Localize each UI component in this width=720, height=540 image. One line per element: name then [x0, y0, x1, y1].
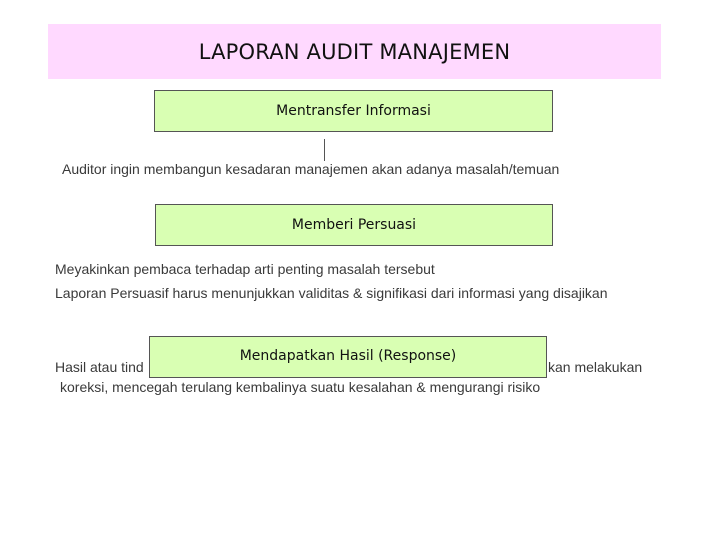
step-box-mentransfer-informasi: [154, 90, 553, 132]
step-label: Mentransfer Informasi: [276, 103, 431, 119]
step-label: Memberi Persuasi: [291, 217, 417, 233]
step-box-memberi-persuasi: [155, 204, 553, 246]
title-banner: [48, 24, 661, 79]
step-description: koreksi, mencegah terulang kembalinya suatu kesalahan & mengurangi risiko: [60, 379, 541, 395]
step-description: Auditor ingin membangun kesadaran manajemen akan adanya masalah/temuan: [62, 161, 560, 177]
step-description-left: Hasil atau tind: [55, 359, 144, 375]
step-description-right: kan melakukan: [548, 359, 643, 375]
connector-line: [324, 139, 325, 161]
step-description: Laporan Persuasif harus menunjukkan validitas & signifikasi dari informasi yang disajikan: [55, 285, 608, 301]
page-title: LAPORAN AUDIT MANAJEMEN: [198, 39, 511, 64]
step-description: Meyakinkan pembaca terhadap arti penting masalah tersebut: [55, 261, 435, 277]
step-label: Mendapatkan Hasil (Response): [239, 348, 457, 364]
step-box-mendapatkan-hasil: [149, 336, 547, 378]
